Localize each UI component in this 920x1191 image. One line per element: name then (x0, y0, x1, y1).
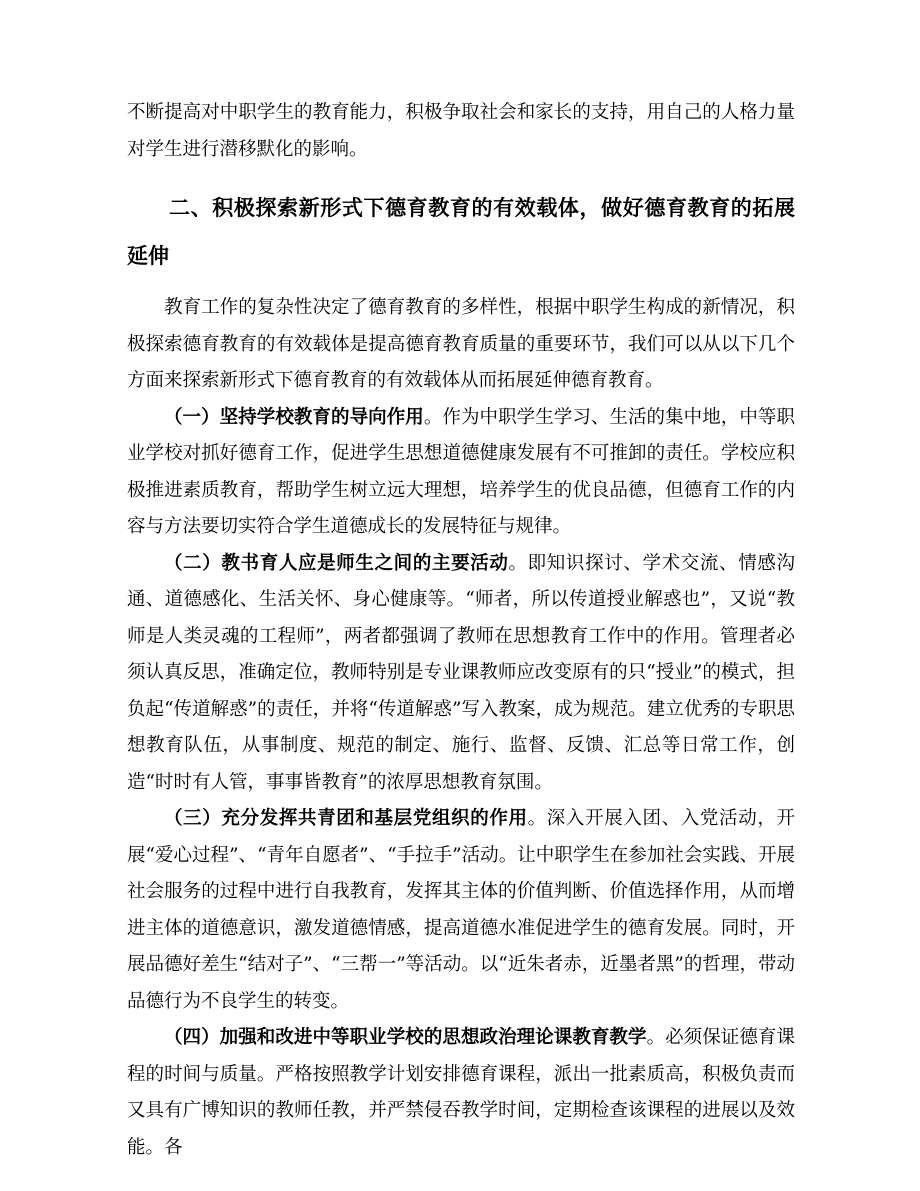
paragraph-section-3 (127, 801, 795, 1020)
section-2-body: 。即知识探讨、学术交流、情感沟通、道德感化、生活关怀、身心健康等。“师者，所以传道授业解惑也”，又说“教师是人类灵魂的工程师”，两者都强调了教师在思想教育工作中的作用。管理者必须认真反思，准确定位，教师特别是专业课教师应改变原有的只“授业”的模式，担负起“传道解惑”的责任，并将“传道解惑”写入教案，成为规范。建立优秀的专职思想教育队伍，从事制度、规范的制定、施行、监督、反馈、汇总等日常工作，创造“时时有人管，事事皆教育”的浓厚思想教育氛围。 (127, 552, 795, 793)
section-3-body: 。深入开展入团、入党活动，开展“爱心过程”、“青年自愿者”、“手拉手”活动。让中职学生在参加社会实践、开展社会服务的过程中进行自我教育，发挥其主体的价值判断、价值选择作用，从而增进主体的道德意识，激发道德情感，提高道德水准促进学生的德育发展。同时，开展品德好差生“结对子”、“三帮一”等活动。以“近朱者赤，近墨者黑”的哲理，带动品德行为不良学生的转变。 (127, 808, 795, 1012)
section-4-body: 。必须保证德育课程的时间与质量。严格按照教学计划安排德育课程，派出一批素质高，积极负责而又具有广博知识的教师任教，并严禁侵吞教学时间，定期检查该课程的进展以及效能。各 (127, 1027, 795, 1158)
section-heading: 二、积极探索新形式下德育教育的有效载体，做好德育教育的拓展延伸 (127, 196, 795, 268)
section-4-lead: （四）加强和改进中等职业学校的思想政治理论课教育教学 (164, 1027, 647, 1048)
paragraph-section-2 (127, 546, 795, 802)
section-3-lead: （三）充分发挥共青团和基层党组织的作用 (164, 808, 528, 829)
section-2-lead: （二）教书育人应是师生之间的主要活动 (164, 552, 509, 574)
section-1-body: 。作为中职学生学习、生活的集中地，中等职业学校对抓好德育工作，促进学生思想道德健康发展有不可推卸的责任。学校应积极推进素质教育，帮助学生树立远大理想，培养学生的优良品德，但德育工作的内容与方法要切实符合学生道德成长的发展特征与规律。 (127, 406, 795, 537)
document-body (127, 95, 795, 1166)
paragraph-section-4 (127, 1020, 795, 1166)
paragraph-overview: 教育工作的复杂性决定了德育教育的多样性，根据中职学生构成的新情况，积极探索德育教育的有效载体是提高德育教育质量的重要环节，我们可以从以下几个方面来探索新形式下德育教育的有效载体从而拓展延伸德育教育。 (127, 297, 795, 391)
intro-paragraph: 不断提高对中职学生的教育能力，积极争取社会和家长的支持，用自己的人格力量对学生进行潜移默化的影响。 (127, 102, 795, 160)
paragraph-section-1 (127, 400, 795, 546)
section-1-lead: （一）坚持学校教育的导向作用 (164, 406, 424, 428)
